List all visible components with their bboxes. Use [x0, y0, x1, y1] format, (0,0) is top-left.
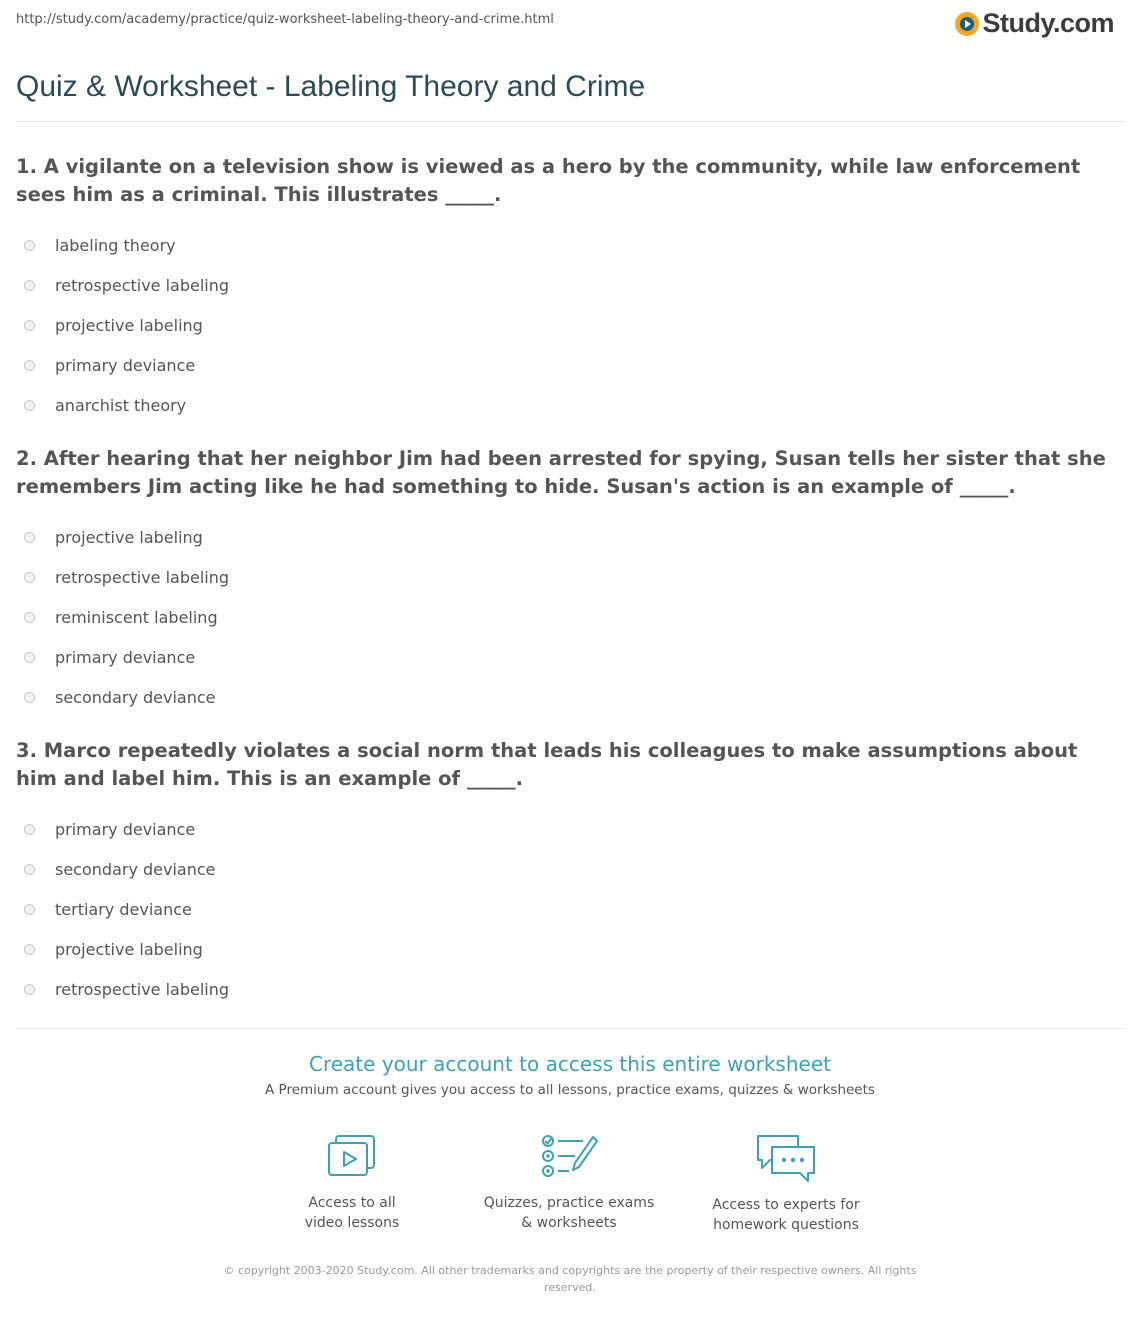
radio-button[interactable]	[24, 824, 35, 835]
radio-button[interactable]	[24, 652, 35, 663]
answer-option[interactable]	[16, 637, 1116, 677]
question-2	[16, 445, 1116, 717]
radio-button[interactable]	[24, 280, 35, 291]
answer-label: primary deviance	[55, 355, 196, 375]
title-divider	[16, 121, 1124, 122]
video-lessons-icon	[326, 1133, 378, 1181]
answer-options	[16, 225, 1116, 425]
feature-label	[686, 1195, 886, 1235]
answer-option[interactable]	[16, 929, 1116, 969]
feature-quizzes	[469, 1133, 669, 1233]
feature-label-line: video lessons	[304, 1215, 400, 1231]
answer-option[interactable]	[16, 889, 1116, 929]
answer-label: primary deviance	[55, 647, 196, 667]
answer-option[interactable]	[16, 305, 1116, 345]
radio-button[interactable]	[24, 612, 35, 623]
answer-label: secondary deviance	[55, 687, 216, 707]
radio-button[interactable]	[24, 360, 35, 371]
answer-label: projective labeling	[55, 315, 203, 335]
cta-title[interactable]: Create your account to access this entire worksheet	[309, 1052, 831, 1076]
answer-label: primary deviance	[55, 819, 196, 839]
radio-button[interactable]	[24, 240, 35, 251]
logo-play-icon	[955, 12, 979, 36]
logo-text: Study.com	[982, 8, 1114, 38]
cta-subtitle: A Premium account gives you access to all lessons, practice exams, quizzes & worksheets	[265, 1082, 875, 1098]
radio-button[interactable]	[24, 904, 35, 915]
answer-options	[16, 809, 1116, 1009]
question-text: 3. Marco repeatedly violates a social norm that leads his colleagues to make assumptions about him and label him. This is an example of _____.	[16, 739, 1078, 790]
answer-options	[16, 517, 1116, 717]
radio-button[interactable]	[24, 864, 35, 875]
feature-label-line: homework questions	[713, 1217, 859, 1233]
answer-option[interactable]	[16, 597, 1116, 637]
answer-label: secondary deviance	[55, 859, 216, 879]
chat-bubbles-icon	[754, 1133, 818, 1183]
feature-label-line: Quizzes, practice exams	[483, 1195, 655, 1211]
answer-option[interactable]	[16, 225, 1116, 265]
answer-label: projective labeling	[55, 939, 203, 959]
radio-button[interactable]	[24, 320, 35, 331]
quiz-checklist-icon	[539, 1133, 599, 1181]
answer-label: anarchist theory	[55, 395, 187, 415]
answer-label: projective labeling	[55, 527, 203, 547]
answer-label: reminiscent labeling	[55, 607, 218, 627]
feature-video-lessons	[252, 1133, 452, 1233]
copyright-footer: © copyright 2003-2020 Study.com. All other trademarks and copyrights are the property of their respective owners. All rights reserved.	[223, 1264, 917, 1294]
feature-label-line: Access to all	[308, 1195, 396, 1211]
answer-label: retrospective labeling	[55, 979, 230, 999]
answer-option[interactable]	[16, 517, 1116, 557]
answer-option[interactable]	[16, 265, 1116, 305]
radio-button[interactable]	[24, 572, 35, 583]
radio-button[interactable]	[24, 532, 35, 543]
feature-label	[252, 1193, 452, 1233]
answer-label: retrospective labeling	[55, 275, 230, 295]
cta-divider	[16, 1028, 1124, 1029]
answer-option[interactable]	[16, 809, 1116, 849]
question-3	[16, 737, 1116, 1009]
feature-experts	[686, 1133, 886, 1235]
answer-option[interactable]	[16, 677, 1116, 717]
question-text: 2. After hearing that her neighbor Jim had been arrested for spying, Susan tells her sister that she remembers Jim acting like he had something to hide. Susan's action is an example of _____.	[16, 447, 1106, 498]
feature-label	[469, 1193, 669, 1233]
answer-option[interactable]	[16, 849, 1116, 889]
premium-cta	[0, 1052, 1140, 1098]
radio-button[interactable]	[24, 692, 35, 703]
answer-option[interactable]	[16, 385, 1116, 425]
radio-button[interactable]	[24, 944, 35, 955]
feature-label-line: & worksheets	[521, 1215, 617, 1231]
question-text: 1. A vigilante on a television show is viewed as a hero by the community, while law enforcement sees him as a criminal. This illustrates _____.	[16, 155, 1081, 206]
answer-option[interactable]	[16, 969, 1116, 1009]
answer-option[interactable]	[16, 345, 1116, 385]
radio-button[interactable]	[24, 984, 35, 995]
answer-label: labeling theory	[55, 235, 176, 255]
question-1	[16, 153, 1116, 425]
answer-option[interactable]	[16, 557, 1116, 597]
feature-label-line: Access to experts for	[712, 1197, 860, 1213]
answer-label: retrospective labeling	[55, 567, 230, 587]
answer-label: tertiary deviance	[55, 899, 192, 919]
page-title: Quiz & Worksheet - Labeling Theory and Crime	[16, 70, 646, 103]
page-url: http://study.com/academy/practice/quiz-worksheet-labeling-theory-and-crime.html	[16, 12, 554, 27]
study-logo[interactable]	[955, 8, 1114, 39]
radio-button[interactable]	[24, 400, 35, 411]
